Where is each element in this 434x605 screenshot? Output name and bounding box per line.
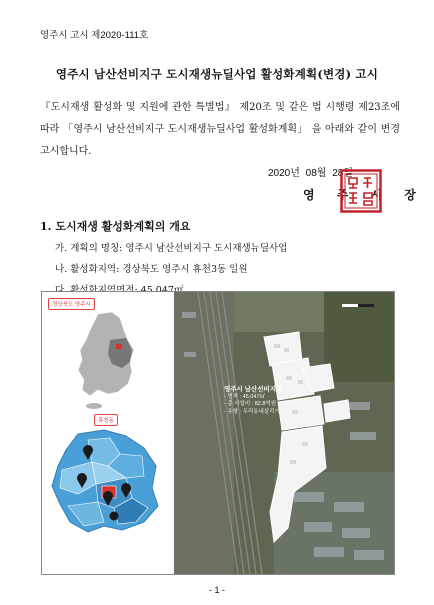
aerial-map-icon [174,292,394,574]
callout-type: - 유형 : 우리동네살리기 [224,408,280,415]
yeongju-district-map-icon [48,426,166,538]
document-title: 영주시 남산선비지구 도시재생뉴딜사업 활성화계획(변경) 고시 [55,67,379,81]
project-info-callout [224,386,282,416]
intro-paragraph: 『도시재생 활성화 및 지원에 관한 특별법』 제20조 및 같은 법 시행령 제23조에 따라 「영주시 남산선비지구 도시재생뉴딜사업 활성화계획」 을 아래와 같이 변경 고시합니다. [40,102,400,157]
overview-item-name: 가. 계획의 명칭: 영주시 남산선비지구 도시재생뉴딜사업 [55,243,288,254]
signer-name: 영 주 시 장 [303,188,425,202]
callout-area: - 면적 : 45,047㎡ [224,393,265,400]
notice-number: 영주시 고시 제2020-111호 [40,30,149,41]
notice-date: 2020년 08월 28일 [268,168,354,179]
official-seal-icon [340,169,382,213]
province-label: 경상북도 영주시 [48,298,95,310]
korea-map-icon [68,310,148,410]
location-figure [41,291,395,575]
overview-item-area: 나. 활성화지역: 경상북도 영주시 휴천3동 일원 [55,264,248,275]
location-maps-panel [42,292,170,574]
district-label: 휴천동 [94,414,118,426]
section-heading: 1. 도시재생 활성화계획의 개요 [40,220,191,233]
aerial-photo-panel [174,292,394,574]
callout-title: 영주시 남산선비지구 [224,386,283,393]
page-number: - 1 - [208,585,225,595]
callout-budget: - 총 사업비 : 82.8억원 [224,401,277,407]
